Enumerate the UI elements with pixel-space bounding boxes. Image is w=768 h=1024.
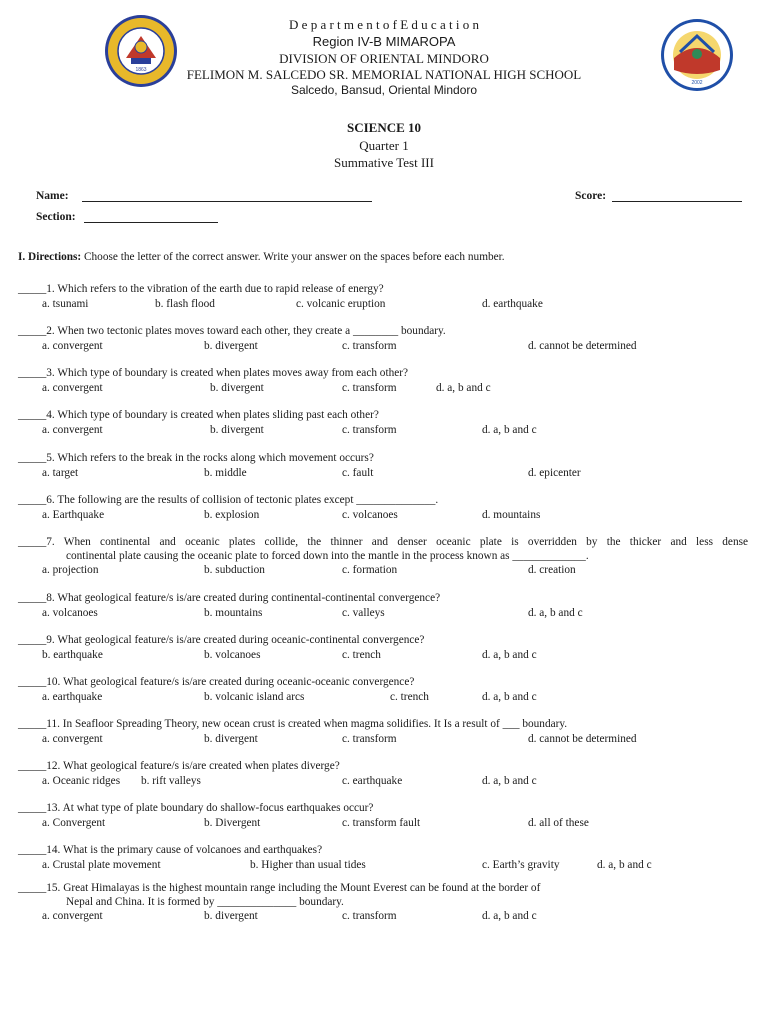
subject-title: SCIENCE 10 (346, 120, 422, 135)
answer-option: a. Oceanic ridges (42, 775, 121, 787)
answer-option: a. Convergent (42, 817, 106, 829)
answer-option: a. convergent (42, 910, 103, 922)
directions (18, 251, 505, 263)
answer-option: c. trench (390, 691, 429, 703)
answer-option: c. volcanoes (342, 509, 398, 521)
question-text: _____13. At what type of plate boundary do shallow-focus earthquakes occur? (18, 802, 374, 814)
answer-option: b. mountains (204, 607, 263, 619)
answer-option: d. a, b and c (482, 775, 537, 787)
question-text: _____10. What geological feature/s is/are created during oceanic-oceanic convergence? (18, 676, 415, 688)
test-title: Summative Test III (334, 155, 434, 170)
answer-option: c. transform (342, 733, 397, 745)
division-name: DIVISION OF ORIENTAL MINDORO (279, 51, 489, 66)
answer-option: d. a, b and c (436, 382, 491, 394)
answer-option: d. a, b and c (482, 649, 537, 661)
answer-option: b. divergent (204, 340, 258, 352)
answer-option: b. divergent (204, 910, 258, 922)
question-text: _____4. Which type of boundary is created when plates sliding past each other? (18, 409, 379, 421)
question-text: _____11. In Seafloor Spreading Theory, new ocean crust is created when magma solidifies. It Is a result of ___ boundary. (18, 718, 568, 730)
answer-option: b. Divergent (204, 817, 261, 829)
answer-option: c. formation (342, 564, 398, 576)
answer-option: d. cannot be determined (528, 733, 637, 745)
answer-option: b. earthquake (42, 649, 103, 661)
svg-text:1863: 1863 (135, 67, 147, 73)
answer-option: b. divergent (204, 733, 258, 745)
answer-option: a. Crustal plate movement (42, 859, 161, 871)
question-text: _____8. What geological feature/s is/are created during continental-continental convergence? (18, 592, 441, 604)
answer-option: b. divergent (210, 424, 264, 436)
answer-option: d. a, b and c (528, 607, 583, 619)
question-text: _____2. When two tectonic plates moves toward each other, they create a ________ boundary. (18, 325, 446, 337)
name-field[interactable] (82, 190, 372, 202)
answer-option: d. a, b and c (482, 424, 537, 436)
answer-option: b. volcanic island arcs (204, 691, 305, 703)
score-field[interactable] (612, 190, 742, 202)
section-field[interactable] (84, 211, 218, 223)
question-text: _____7. When continental and oceanic plates collide, the thinner and denser oceanic plate is overridden by the thicker and less dense (18, 536, 748, 548)
answer-option: b. flash flood (155, 298, 215, 310)
question-text: _____1. Which refers to the vibration of the earth due to rapid release of energy? (18, 283, 384, 295)
name-label: Name: (36, 190, 69, 202)
section-label: Section: (36, 211, 76, 223)
question-text: _____15. Great Himalayas is the highest mountain range including the Mount Everest can be found at the border of (18, 882, 541, 894)
answer-option: a. convergent (42, 340, 103, 352)
question-text: _____3. Which type of boundary is created when plates moves away from each other? (18, 367, 409, 379)
question-text: _____9. What geological feature/s is/are created during oceanic-continental convergence? (18, 634, 425, 646)
answer-option: a. target (42, 467, 79, 479)
directions-text: Choose the letter of the correct answer. Write your answer on the spaces before each number. (81, 251, 505, 263)
question-text-continued: Nepal and China. It is formed by ______________ boundary. (66, 896, 344, 908)
question-text: _____14. What is the primary cause of volcanoes and earthquakes? (18, 844, 323, 856)
answer-option: c. earthquake (342, 775, 403, 787)
answer-option: b. divergent (210, 382, 264, 394)
answer-option: a. volcanoes (42, 607, 98, 619)
department-name: D e p a r t m e n t o f E d u c a t i o n (289, 17, 479, 32)
answer-option: d. creation (528, 564, 576, 576)
answer-option: c. transform (342, 382, 397, 394)
region-name: Region IV-B MIMAROPA (312, 34, 456, 49)
school-address: Salcedo, Bansud, Oriental Mindoro (290, 83, 478, 97)
answer-option: b. rift valleys (141, 775, 201, 787)
answer-option: d. cannot be determined (528, 340, 637, 352)
answer-option: a. convergent (42, 424, 103, 436)
answer-option: c. trench (342, 649, 381, 661)
school-name: FELIMON M. SALCEDO SR. MEMORIAL NATIONAL HIGH SCHOOL (186, 67, 582, 82)
score-label: Score: (575, 190, 607, 202)
answer-option: d. a, b and c (482, 910, 537, 922)
answer-option: d. a, b and c (482, 691, 537, 703)
answer-option: d. all of these (528, 817, 589, 829)
answer-option: c. valleys (342, 607, 385, 619)
answer-option: c. Earth’s gravity (482, 859, 560, 871)
answer-option: d. mountains (482, 509, 541, 521)
answer-option: c. transform (342, 340, 397, 352)
answer-option: a. convergent (42, 382, 103, 394)
svg-text:2002: 2002 (691, 80, 703, 86)
answer-option: d. epicenter (528, 467, 581, 479)
answer-option: b. volcanoes (204, 649, 261, 661)
answer-option: b. middle (204, 467, 247, 479)
directions-label: I. Directions: (18, 251, 82, 263)
answer-option: a. tsunami (42, 298, 89, 310)
quarter-label: Quarter 1 (359, 138, 409, 153)
answer-option: c. transform fault (342, 817, 421, 829)
answer-option: b. subduction (204, 564, 265, 576)
answer-option: c. transform (342, 424, 397, 436)
answer-option: b. Higher than usual tides (250, 859, 366, 871)
answer-option: a. earthquake (42, 691, 103, 703)
question-text-continued: continental plate causing the oceanic plate to forced down into the mantle in the process known as _____________. (66, 550, 589, 562)
answer-option: a. projection (42, 564, 99, 576)
answer-option: c. fault (342, 467, 374, 479)
question-text: _____12. What geological feature/s is/are created when plates diverge? (18, 760, 340, 772)
answer-option: c. volcanic eruption (296, 298, 386, 310)
answer-option: b. explosion (204, 509, 260, 521)
answer-option: c. transform (342, 910, 397, 922)
question-text: _____5. Which refers to the break in the rocks along which movement occurs? (18, 452, 374, 464)
question-text: _____6. The following are the results of collision of tectonic plates except ______________. (18, 494, 439, 506)
answer-option: a. convergent (42, 733, 103, 745)
answer-option: d. earthquake (482, 298, 543, 310)
answer-option: a. Earthquake (42, 509, 105, 521)
answer-option: d. a, b and c (597, 859, 652, 871)
